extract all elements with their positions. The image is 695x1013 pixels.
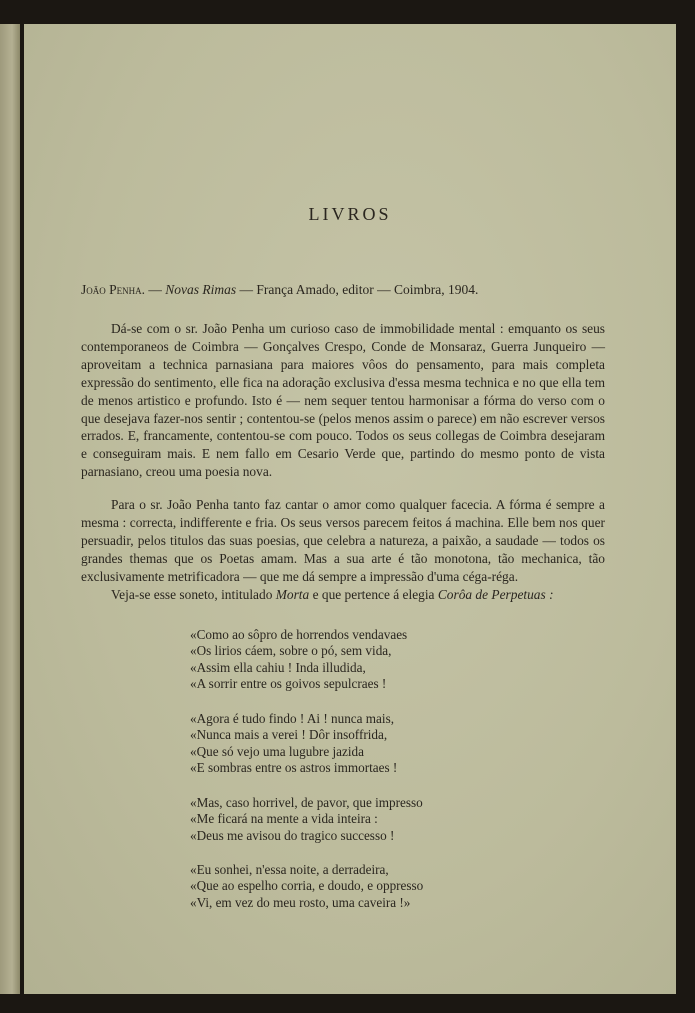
section-title: LIVROS xyxy=(308,204,392,224)
poem-line: «Vi, em vez do meu rosto, uma caveira !» xyxy=(190,894,411,910)
poem-line: «Como ao sôpro de horrendos vendavaes xyxy=(190,627,408,642)
previous-page-edge xyxy=(0,24,20,994)
poem-stanza-3 xyxy=(190,795,423,844)
poem-line: «Os lirios cáem, sobre o pó, sem vida, xyxy=(190,643,392,659)
review-entry-heading xyxy=(81,282,621,298)
poem-line: «Nunca mais a verei ! Dôr insoffrida, xyxy=(190,727,388,743)
poem-line: «Mas, caso horrivel, de pavor, que impresso xyxy=(190,795,423,810)
poem-line: «Agora é tudo findo ! Ai ! nunca mais, xyxy=(190,711,394,726)
paragraph-1: Dá-se com o sr. João Penha um curioso caso de immobilidade mental : emquanto os seus contemporaneos de Coimbra — Gonçalves Crespo, Conde de Monsaraz, Guerra Junqueiro — aproveitam a technica parnasiana para maiores vôos do pensamento, para mais completa expressão do sentimento, elle fica na adoração exclusiva d'essa mesma technica e no que ella tem de menos artistico e profundo. Isto é — nem sequer tentou harmonisar a fórma do verso com o que desejava fazer-nos sentir ; contentou-se (pelos menos assim o parece) em não escrever versos errados. E, francamente, contentou-se com pouco. Todos os seus collegas de Coimbra desejaram e conseguiram mais. E nem fallo em Cesario Verde que, partindo do mesmo ponto de vista parnasiano, creou uma poesia nova. xyxy=(81,321,605,480)
author-name: João Penha. xyxy=(81,282,146,297)
poem-stanza-1 xyxy=(190,627,407,693)
poem-line: «Assim ella cahiu ! Inda illudida, xyxy=(190,659,366,675)
paragraph-2: Para o sr. João Penha tanto faz cantar o amor como qualquer facecia. A fórma é sempre a mesma : correcta, indifferente e fria. Os seus versos parecem feitos á machina. Elle bem nos quer persuadir, pelos titulos das suas poesias, que celebra a natureza, a paixão, a saudade — todos os grandes themas que os Poetas amam. Mas a sua arte é tão monotona, tão mechanica, tão exclusivamente metrificadora — que me dá sempre a impressão d'uma céga-réga. xyxy=(81,497,605,584)
poem-line: «Me ficará na mente a vida inteira : xyxy=(190,811,378,827)
poem-stanza-4 xyxy=(190,862,423,911)
poem-line: «Deus me avisou do tragico successo ! xyxy=(190,827,395,843)
publisher-info: — França Amado, editor — Coimbra, 1904. xyxy=(236,282,479,297)
poem-line: «E sombras entre os astros immortaes ! xyxy=(190,760,398,776)
paragraph-3 xyxy=(81,586,605,604)
elegy-title: Corôa de Perpetuas : xyxy=(437,587,554,602)
poem-line: «A sorrir entre os goivos sepulcraes ! xyxy=(190,676,387,692)
poem-title: Morta xyxy=(275,587,310,602)
paragraph-3-text-b: e que pertence á elegia xyxy=(309,587,438,602)
poem-line: «Que só vejo uma lugubre jazida xyxy=(190,743,364,759)
book-title: Novas Rimas xyxy=(165,282,237,297)
poem-stanza-2 xyxy=(190,711,397,777)
poem-line: «Que ao espelho corria, e doudo, e oppresso xyxy=(190,878,424,894)
poem-line: «Eu sonhei, n'essa noite, a derradeira, xyxy=(190,862,389,877)
paragraph-3-text-a: Veja-se esse soneto, intitulado xyxy=(111,587,276,602)
heading-dash: — xyxy=(145,282,166,297)
book-page xyxy=(24,24,676,994)
